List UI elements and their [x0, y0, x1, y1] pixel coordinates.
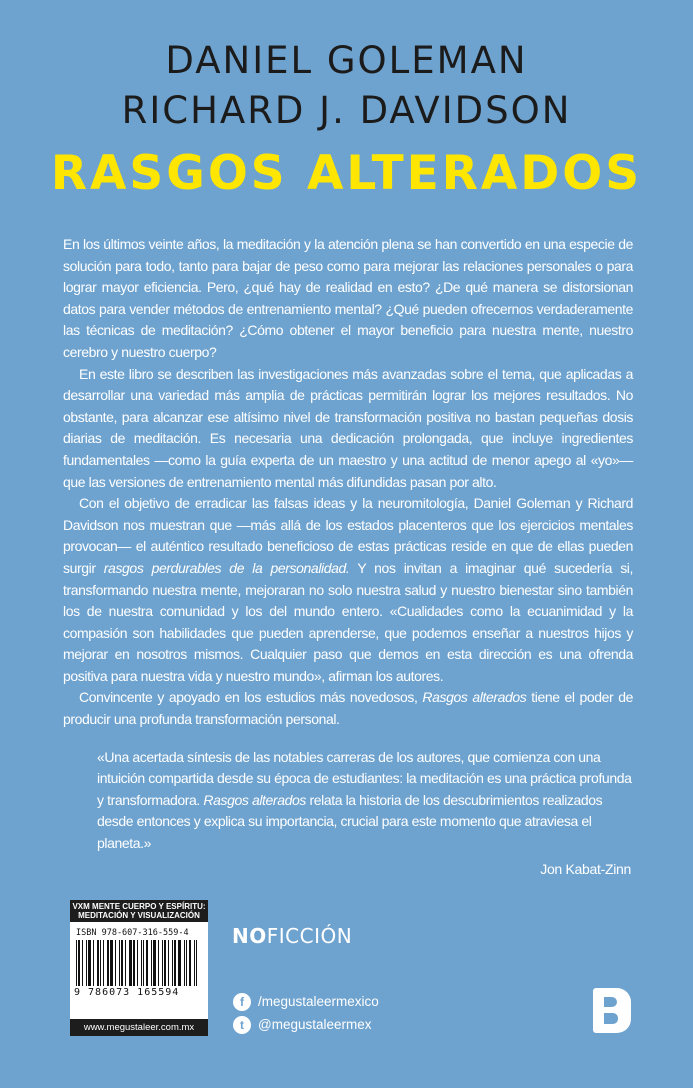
barcode-bar: [168, 940, 169, 986]
text: Convincente y apoyado en los estudios más novedosos,: [79, 689, 423, 706]
barcode-bar: [164, 940, 166, 986]
category-line-2: MEDITACIÓN Y VISUALIZACIÓN: [78, 911, 200, 921]
facebook-icon: f: [233, 993, 251, 1011]
paragraph-4: [63, 687, 633, 730]
quote-text: [97, 747, 633, 855]
barcode-bar: [78, 940, 80, 986]
barcode-bar: [107, 940, 109, 986]
facebook-text: /megustaleermexico: [258, 994, 379, 1010]
ean-number: 9 786073 165594: [74, 987, 180, 999]
barcode-bar: [172, 940, 173, 986]
barcode-bar: [103, 940, 104, 986]
barcode-bar: [174, 940, 176, 986]
barcode-bar: [119, 940, 120, 986]
quote-attribution: Jon Kabat-Zinn: [540, 860, 631, 877]
publisher-b-logo: [593, 988, 631, 1033]
barcode-bar: [93, 940, 94, 986]
barcode-bar: [186, 940, 187, 986]
twitter-icon: t: [233, 1016, 251, 1034]
barcode-bar: [129, 940, 132, 986]
category-label: [70, 900, 208, 922]
barcode-bar: [133, 940, 135, 986]
italic-text: rasgos perdurables de la personalidad.: [103, 559, 350, 576]
barcode-bar: [178, 940, 181, 986]
isbn: ISBN 978-607-316-559-4: [76, 928, 189, 939]
paragraph-3: [63, 493, 633, 687]
facebook-handle: [233, 993, 379, 1011]
barcode-bar: [125, 940, 126, 986]
barcode-bar: [194, 940, 195, 986]
barcode-bar: [196, 940, 197, 986]
paragraph-1: En los últimos veinte años, la meditación y la atención plena se han convertido en una especie de solución para todo, tanto para bajar de peso como para mejorar las relaciones personales o para lograr mayor eficiencia. Pero, ¿qué hay de realidad en esto? ¿De qué manera se distorsionan datos para vender métodos de entrenamiento mental? ¿Qué pueden ofrecernos verdaderamente las técnicas de meditación? ¿Cómo obtener el mayor beneficio para nuestra mente, nuestro cerebro y nuestro cuerpo?: [63, 236, 633, 360]
barcode-bar: [141, 940, 142, 986]
barcode-bar: [184, 940, 185, 986]
barcode-bar: [76, 940, 77, 986]
barcode-box: [70, 900, 208, 1036]
barcode-bar: [121, 940, 123, 986]
paragraph-2: En este libro se describen las investigaciones más avanzadas sobre el tema, que aplicadas a desarrollar una variedad más amplia de prácticas permitirán lograr los mejores resultados. No obstante, para alcanzar ese altísimo nivel de transformación positiva no bastan pequeñas dosis diarias de meditación. Es necesaria una dedicación prolongada, que incluye ingredientes fundamentales —como la guía experta de un maestro y una actitud de menor apego al «yo»— que las versiones de entrenamiento mental más difundidas pasan por alto.: [63, 365, 633, 490]
text: Y nos invitan a imaginar qué sucedería si, transformando nuestra mente, mejoraran no solo nuestra salud y nuestro bienestar sino también los de nuestra comunidad y los del mundo entero. «Cualidades como la ecuanimidad y la compasión son habilidades que pueden aprenderse, que podemos enseñar a nuestros hijos y mejorar en nosotros mismos. Cualquier paso que demos en esta dirección es una ofrenda positiva para nuestra vida y nuestro mundo», afirman los autores.: [63, 559, 633, 684]
barcode-bar: [88, 940, 91, 986]
text: tiene el poder de producir una profunda transformación personal.: [63, 689, 633, 728]
barcode-bar: [153, 940, 156, 986]
blurb-quote: [97, 747, 633, 855]
barcode-bar: [158, 940, 159, 986]
text: Con el objetivo de erradicar las falsas ideas y la neuromitología, Daniel Goleman y Richard Davidson nos muestran que —más allá de los estados placenteros que los ejercicios mentales provocan— el auténtico resultado beneficioso de estas prácticas reside en que de ellas pueden surgir: [63, 495, 633, 576]
barcode-bar: [189, 940, 191, 986]
barcode-bar: [86, 940, 87, 986]
imprint-logo: [232, 924, 352, 948]
barcode-bar: [143, 940, 144, 986]
synopsis: [63, 234, 633, 731]
barcode-bar: [137, 940, 138, 986]
italic-text: Rasgos alterados: [422, 689, 527, 706]
imprint-rest: FICCIÓN: [266, 924, 353, 949]
website-url: www.megustaleer.com.mx: [70, 1019, 208, 1036]
book-title: RASGOS ALTERADOS: [50, 146, 643, 201]
barcode-bar: [82, 940, 83, 986]
twitter-text: @megustaleermex: [258, 1017, 372, 1033]
category-line-1: VXM MENTE CUERPO Y ESPÍRITU:: [72, 902, 206, 912]
barcode-bar: [97, 940, 99, 986]
footer: [0, 880, 693, 1036]
barcode: [76, 940, 202, 986]
imprint-bold: NO: [232, 924, 267, 949]
barcode-bar: [100, 940, 101, 986]
author-goleman: DANIEL GOLEMAN: [165, 39, 528, 82]
barcode-bar: [115, 940, 116, 986]
author-davidson: RICHARD J. DAVIDSON: [121, 89, 572, 132]
text: «Una acertada síntesis de las notables carreras de los autores, que comienza con una intuición compartida desde su época de estudiantes: la meditación es una práctica profunda y transformadora.: [97, 748, 632, 808]
barcode-bar: [110, 940, 113, 986]
barcode-bar: [151, 940, 152, 986]
italic-text: Rasgos alterados: [203, 791, 306, 808]
text: relata la historia de los descubrimientos realizados desde entonces y explica su importancia, crucial para este momento que atraviesa el planeta.»: [97, 791, 603, 852]
barcode-bar: [162, 940, 163, 986]
twitter-handle: [233, 1016, 372, 1034]
barcode-bar: [146, 940, 148, 986]
